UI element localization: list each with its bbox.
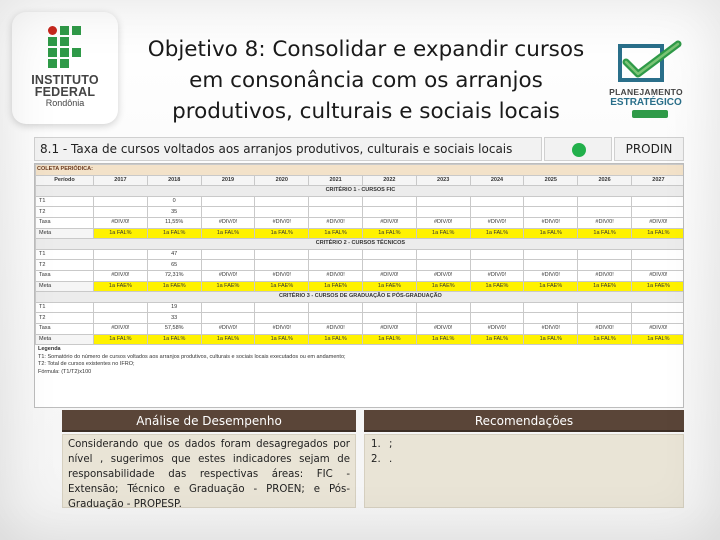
row-label: Taxa	[36, 270, 94, 281]
table-row	[36, 334, 685, 345]
table-cell: #DIV/0!	[362, 217, 416, 228]
table-cell: 1a FAL%	[470, 334, 524, 345]
table-cell: #DIV/0!	[362, 323, 416, 334]
table-cell	[309, 207, 363, 218]
table-cell	[255, 260, 309, 271]
table-cell: 19	[147, 302, 201, 313]
table-cell	[201, 249, 255, 260]
row-label: Meta	[36, 334, 94, 345]
table-row	[36, 217, 685, 228]
table-row	[36, 260, 685, 271]
table-cell: 11,55%	[147, 217, 201, 228]
table-cell: #DIV/0!	[201, 323, 255, 334]
table-cell	[524, 196, 578, 207]
row-label: Taxa	[36, 323, 94, 334]
table-cell	[309, 196, 363, 207]
table-cell: 1a FAL%	[201, 334, 255, 345]
row-label: T2	[36, 260, 94, 271]
table-cell: #DIV/0!	[94, 217, 148, 228]
table-row	[36, 207, 685, 218]
table-cell	[578, 302, 632, 313]
table-cell: 57,58%	[147, 323, 201, 334]
table-cell: #DIV/0!	[578, 323, 632, 334]
table-cell: 1a FAE%	[94, 281, 148, 292]
criterion-row	[36, 292, 685, 303]
ifro-logo-line2: FEDERAL	[34, 85, 96, 99]
table-cell	[309, 302, 363, 313]
table-cell	[631, 302, 684, 313]
table-cell: 1a FAE%	[631, 281, 684, 292]
table-cell: 1a FAL%	[147, 334, 201, 345]
column-header: 2023	[416, 175, 470, 186]
table-cell: #DIV/0!	[470, 323, 524, 334]
legend-line: T2: Total de cursos existentes no IFRO;	[38, 361, 135, 368]
table-cell	[94, 302, 148, 313]
table-cell	[631, 313, 684, 324]
criterion-title: CRITÉRIO 1 - CURSOS FIC	[36, 186, 685, 197]
table-cell	[470, 313, 524, 324]
header-row	[36, 175, 685, 186]
row-label: T1	[36, 196, 94, 207]
planejamento-logo-line2: ESTRATÉGICO	[610, 97, 682, 108]
table-cell: 1a FAL%	[309, 334, 363, 345]
table-cell: 1a FAE%	[470, 281, 524, 292]
criterion-title: CRITÉRIO 2 - CURSOS TÉCNICOS	[36, 239, 685, 250]
table-cell: #DIV/0!	[524, 270, 578, 281]
table-cell: 1a FAL%	[94, 334, 148, 345]
table-cell: 1a FAL%	[631, 228, 684, 239]
table-cell: #DIV/0!	[524, 217, 578, 228]
page-title: Objetivo 8: Consolidar e expandir cursos em consonância com os arranjos produtivos, culturais e sociais locais	[147, 37, 585, 124]
table-cell	[578, 249, 632, 260]
row-label: Meta	[36, 228, 94, 239]
table-cell: 72,31%	[147, 270, 201, 281]
analysis-title: Análise de Desempenho	[62, 410, 356, 432]
table-cell: #DIV/0!	[578, 217, 632, 228]
table-cell	[524, 207, 578, 218]
table-cell: #DIV/0!	[631, 323, 684, 334]
table-cell: 1a FAE%	[524, 281, 578, 292]
table-cell: 1a FAL%	[578, 228, 632, 239]
table-cell: 1a FAL%	[255, 228, 309, 239]
coleta-label: COLETA PERIÓDICA:	[36, 165, 685, 176]
table-cell: 65	[147, 260, 201, 271]
recommendation-item	[371, 437, 677, 452]
indicator-status	[544, 137, 612, 161]
table-cell: 1a FAL%	[147, 228, 201, 239]
table-cell: 1a FAL%	[416, 228, 470, 239]
indicator-label: 8.1 - Taxa de cursos voltados aos arranjos produtivos, culturais e sociais locais	[34, 137, 542, 161]
table-cell	[255, 249, 309, 260]
table-cell: #DIV/0!	[201, 217, 255, 228]
table-cell: #DIV/0!	[470, 270, 524, 281]
table-cell	[470, 260, 524, 271]
column-header: Período	[36, 175, 94, 186]
recommendation-number: 2.	[371, 454, 381, 465]
table-cell	[631, 249, 684, 260]
table-cell: 1a FAL%	[362, 228, 416, 239]
table-cell: 1a FAE%	[309, 281, 363, 292]
row-label: T2	[36, 207, 94, 218]
table-cell: #DIV/0!	[255, 323, 309, 334]
table-cell: #DIV/0!	[94, 270, 148, 281]
table-cell: #DIV/0!	[416, 270, 470, 281]
table-legend	[35, 345, 683, 377]
table-cell	[201, 302, 255, 313]
table-cell	[578, 260, 632, 271]
table-cell: #DIV/0!	[362, 270, 416, 281]
table-cell: #DIV/0!	[201, 270, 255, 281]
table-cell	[416, 302, 470, 313]
column-header: 2022	[362, 175, 416, 186]
table-cell	[255, 302, 309, 313]
checkmark-shield-icon	[600, 40, 692, 86]
legend-line: T1: Somatório do número de cursos voltados aos arranjos produtivos, culturais e sociais locais executados ou em andamento;	[38, 353, 346, 360]
data-table	[35, 164, 684, 345]
table-cell	[362, 207, 416, 218]
table-cell	[201, 207, 255, 218]
table-cell: 1a FAE%	[255, 281, 309, 292]
criterion-title: CRITÉRIO 3 - CURSOS DE GRADUAÇÃO E PÓS-GRADUAÇÃO	[36, 292, 685, 303]
table-cell: #DIV/0!	[309, 323, 363, 334]
ifro-logo-line3: Rondônia	[45, 98, 85, 108]
table-cell: 1a FAL%	[309, 228, 363, 239]
table-cell: #DIV/0!	[470, 217, 524, 228]
table-cell	[416, 207, 470, 218]
table-row	[36, 249, 685, 260]
row-label: Taxa	[36, 217, 94, 228]
table-cell: 0	[147, 196, 201, 207]
table-cell	[524, 302, 578, 313]
table-cell	[362, 260, 416, 271]
table-cell: 1a FAL%	[524, 228, 578, 239]
table-cell	[362, 249, 416, 260]
column-header: 2019	[201, 175, 255, 186]
table-cell	[201, 196, 255, 207]
table-cell: 1a FAL%	[578, 334, 632, 345]
table-cell: #DIV/0!	[309, 217, 363, 228]
table-cell	[255, 313, 309, 324]
row-label: T1	[36, 249, 94, 260]
column-header: 2018	[147, 175, 201, 186]
table-row	[36, 281, 685, 292]
indicator-owner: PRODIN	[614, 137, 684, 161]
table-cell	[309, 313, 363, 324]
table-row	[36, 323, 685, 334]
table-cell	[631, 260, 684, 271]
table-cell: #DIV/0!	[524, 323, 578, 334]
legend-line: Fórmula: (T1/T2)x100	[38, 368, 92, 375]
table-cell	[255, 196, 309, 207]
table-cell	[309, 260, 363, 271]
table-cell: 1a FAL%	[470, 228, 524, 239]
table-cell: #DIV/0!	[631, 217, 684, 228]
table-cell	[470, 207, 524, 218]
table-cell	[362, 302, 416, 313]
table-cell	[524, 249, 578, 260]
table-cell	[362, 313, 416, 324]
table-cell: 1a FAL%	[255, 334, 309, 345]
table-cell: 1a FAE%	[362, 281, 416, 292]
planejamento-logo-line1: PLANEJAMENTO	[609, 87, 683, 97]
column-header: 2017	[94, 175, 148, 186]
table-cell: 1a FAL%	[201, 228, 255, 239]
table-cell: #DIV/0!	[416, 217, 470, 228]
table-cell	[309, 249, 363, 260]
table-cell	[94, 260, 148, 271]
table-cell: 33	[147, 313, 201, 324]
table-cell	[631, 196, 684, 207]
table-cell	[524, 313, 578, 324]
recommendations-list	[364, 434, 684, 508]
recommendations-title: Recomendações	[364, 410, 684, 432]
ifro-emblem-icon	[48, 26, 82, 68]
table-cell	[470, 196, 524, 207]
row-label: Meta	[36, 281, 94, 292]
table-cell: #DIV/0!	[631, 270, 684, 281]
table-cell	[416, 249, 470, 260]
criterion-row	[36, 186, 685, 197]
recommendation-number: 1.	[371, 439, 381, 450]
table-cell: 47	[147, 249, 201, 260]
table-cell: 35	[147, 207, 201, 218]
table-cell: #DIV/0!	[578, 270, 632, 281]
planejamento-logo	[600, 40, 692, 112]
table-cell: #DIV/0!	[255, 270, 309, 281]
row-label: T1	[36, 302, 94, 313]
table-cell	[416, 260, 470, 271]
table-row	[36, 196, 685, 207]
table-cell: 1a FAL%	[524, 334, 578, 345]
column-header: 2026	[578, 175, 632, 186]
table-cell: #DIV/0!	[309, 270, 363, 281]
table-cell: #DIV/0!	[255, 217, 309, 228]
table-cell: #DIV/0!	[94, 323, 148, 334]
recommendation-item	[371, 452, 677, 467]
column-header: 2020	[255, 175, 309, 186]
criterion-row	[36, 239, 685, 250]
table-cell	[201, 313, 255, 324]
table-row	[36, 228, 685, 239]
recommendation-text: .	[389, 454, 393, 465]
indicator-spreadsheet	[34, 163, 684, 408]
ifro-logo-line1: INSTITUTO	[31, 73, 99, 87]
table-cell	[94, 207, 148, 218]
table-cell	[416, 313, 470, 324]
table-row	[36, 313, 685, 324]
ifro-logo	[12, 12, 118, 124]
column-header: 2021	[309, 175, 363, 186]
table-cell: 1a FAL%	[94, 228, 148, 239]
column-header: 2024	[470, 175, 524, 186]
table-row	[36, 302, 685, 313]
column-header: 2027	[631, 175, 684, 186]
table-cell: 1a FAE%	[578, 281, 632, 292]
table-cell: 1a FAE%	[416, 281, 470, 292]
table-cell	[416, 196, 470, 207]
table-cell	[94, 196, 148, 207]
table-row	[36, 270, 685, 281]
table-cell: 1a FAE%	[201, 281, 255, 292]
analysis-text: Considerando que os dados foram desagregados por nível , sugerimos que estes indicadores sejam de responsabilidade das respectivas áreas: FIC - Extensão; Técnico e Graduação - PROEN; e Pós-Graduação - PROPESP.	[62, 434, 356, 508]
table-cell: 1a FAL%	[362, 334, 416, 345]
table-cell	[631, 207, 684, 218]
legend-line: Legenda	[38, 346, 61, 353]
coleta-row	[36, 165, 685, 176]
table-cell	[578, 196, 632, 207]
table-cell	[201, 260, 255, 271]
column-header: 2025	[524, 175, 578, 186]
table-cell	[470, 302, 524, 313]
table-cell	[524, 260, 578, 271]
table-cell	[94, 249, 148, 260]
status-dot-icon	[572, 143, 586, 157]
table-cell	[362, 196, 416, 207]
planejamento-badge	[632, 110, 668, 118]
table-cell	[470, 249, 524, 260]
table-cell: 1a FAL%	[631, 334, 684, 345]
table-cell	[94, 313, 148, 324]
row-label: T2	[36, 313, 94, 324]
table-cell: 1a FAL%	[416, 334, 470, 345]
table-cell	[578, 207, 632, 218]
recommendation-text: ;	[389, 439, 393, 450]
table-cell	[578, 313, 632, 324]
table-cell	[255, 207, 309, 218]
table-cell: 1a FAE%	[147, 281, 201, 292]
table-cell: #DIV/0!	[416, 323, 470, 334]
